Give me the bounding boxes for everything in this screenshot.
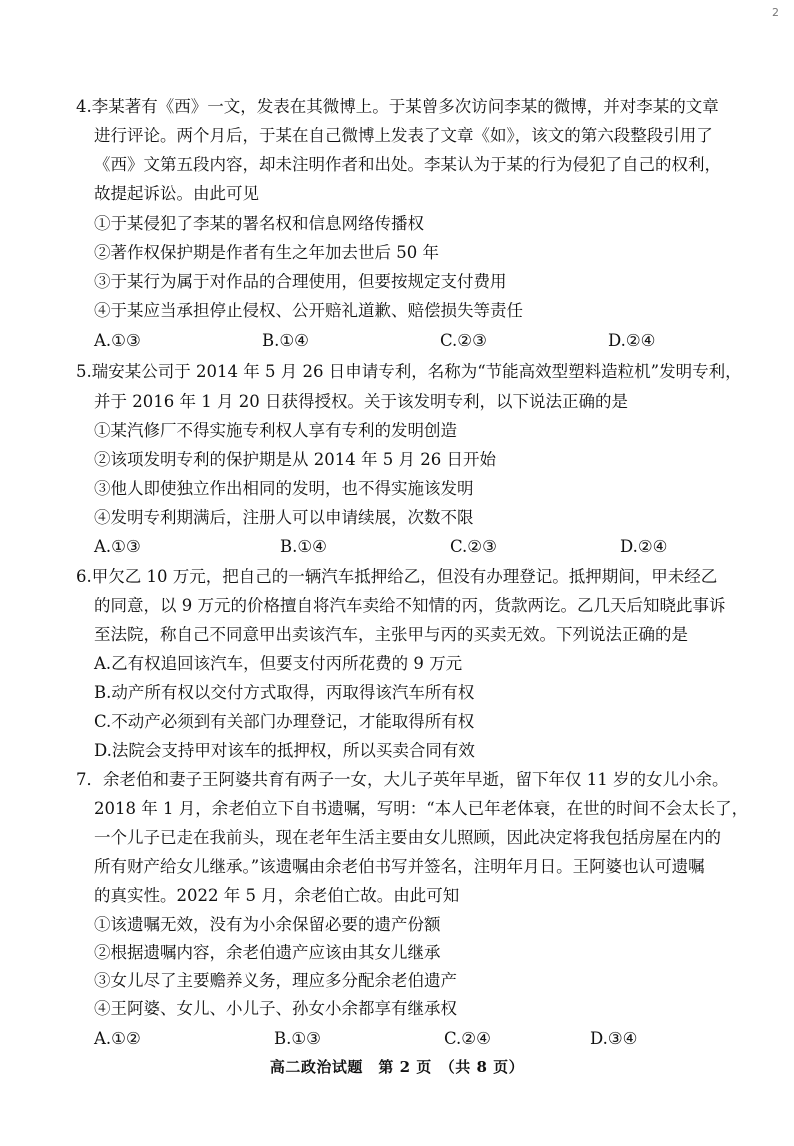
question-7-stem-line: 所有财产给女儿继承。”该遗嘱由余老伯书写并签名，注明年月日。王阿婆也认可遗嘱 (94, 857, 705, 876)
question-6-option-a[interactable]: A.乙有权追回该汽车，但要支付丙所花费的 9 万元 (94, 654, 463, 673)
question-5-option-c[interactable]: C.②③ (450, 537, 497, 556)
question-7-statement: ①该遗嘱无效，没有为小余保留必要的遗产份额 (94, 915, 441, 934)
question-4-stem-line: 故提起诉讼。由此可见 (94, 184, 259, 203)
question-7-stem-line: 一个儿子已走在我前头，现在老年生活主要由女儿照顾，因此决定将我包括房屋在内的 (94, 828, 721, 847)
page-mark: 2 (772, 6, 779, 19)
question-7-option-d[interactable]: D.③④ (590, 1029, 638, 1048)
question-7-option-c[interactable]: C.②④ (444, 1029, 491, 1048)
question-4-stem-line: 进行评论。两个月后，于某在自己微博上发表了文章《如》，该文的第六段整段引用了 (94, 126, 713, 145)
question-5-statement: ④发明专利期满后，注册人可以申请续展，次数不限 (94, 508, 474, 527)
question-7-option-a[interactable]: A.①② (94, 1029, 141, 1048)
question-5-option-d[interactable]: D.②④ (620, 537, 668, 556)
question-5-option-b[interactable]: B.①④ (280, 537, 327, 556)
question-7-stem-line: 7．余老伯和妻子王阿婆共育有两子一女，大儿子英年早逝，留下年仅 11 岁的女儿小余。 (76, 770, 729, 789)
question-5-statement: ②该项发明专利的保护期是从 2014 年 5 月 26 日开始 (94, 450, 496, 469)
question-6-stem-line: 6.甲欠乙 10 万元，把自己的一辆汽车抵押给乙，但没有办理登记。抵押期间，甲未经乙 (76, 567, 718, 586)
question-4-statement: ④于某应当承担停止侵权、公开赔礼道歉、赔偿损失等责任 (94, 301, 523, 320)
question-6-option-d[interactable]: D.法院会支持甲对该车的抵押权，所以买卖合同有效 (94, 741, 475, 760)
question-5-statement: ③他人即使独立作出相同的发明，也不得实施该发明 (94, 479, 474, 498)
question-6-stem-line: 的同意，以 9 万元的价格擅自将汽车卖给不知情的丙，货款两讫。乙几天后知晓此事诉 (94, 596, 726, 615)
question-4-statement: ②著作权保护期是作者有生之年加去世后 50 年 (94, 243, 439, 262)
question-4-stem-line: 4.李某著有《西》一文，发表在其微博上。于某曾多次访问李某的微博，并对李某的文章 (76, 97, 719, 116)
question-5-option-a[interactable]: A.①③ (94, 537, 141, 556)
question-4-stem-line: 《西》文第五段内容，却未注明作者和出处。李某认为于某的行为侵犯了自己的权利， (94, 155, 721, 174)
question-6-stem-line: 至法院，称自己不同意甲出卖该汽车，主张甲与丙的买卖无效。下列说法正确的是 (94, 625, 688, 644)
page-footer: 高二政治试题 第 2 页 （共 8 页） (269, 1058, 525, 1076)
question-5-statement: ①某汽修厂不得实施专利权人享有专利的发明创造 (94, 421, 457, 440)
question-7-stem-line: 的真实性。2022 年 5 月，余老伯亡故。由此可知 (94, 886, 460, 905)
question-6-option-c[interactable]: C.不动产必须到有关部门办理登记，才能取得所有权 (94, 712, 475, 731)
question-6-option-b[interactable]: B.动产所有权以交付方式取得，丙取得该汽车所有权 (94, 683, 475, 702)
question-4-option-b[interactable]: B.①④ (262, 331, 309, 350)
question-7-statement: ②根据遗嘱内容，余老伯遗产应该由其女儿继承 (94, 943, 441, 962)
question-7-statement: ③女儿尽了主要赡养义务，理应多分配余老伯遗产 (94, 971, 457, 990)
question-7-stem-line: 2018 年 1 月，余老伯立下自书遗嘱，写明：“本人已年老体衰，在世的时间不会太长了， (94, 799, 749, 818)
question-4-option-d[interactable]: D.②④ (608, 331, 656, 350)
question-4-statement: ①于某侵犯了李某的署名权和信息网络传播权 (94, 214, 424, 233)
question-4-statement: ③于某行为属于对作品的合理使用，但要按规定支付费用 (94, 272, 507, 291)
question-7-option-b[interactable]: B.①③ (274, 1029, 321, 1048)
question-4-option-c[interactable]: C.②③ (440, 331, 487, 350)
question-5-stem-line: 5.瑞安某公司于 2014 年 5 月 26 日申请专利，名称为“节能高效型塑料造粒机”发明专利， (76, 362, 742, 381)
question-5-stem-line: 并于 2016 年 1 月 20 日获得授权。关于该发明专利，以下说法正确的是 (94, 392, 628, 411)
question-7-statement: ④王阿婆、女儿、小儿子、孙女小余都享有继承权 (94, 999, 457, 1018)
question-4-option-a[interactable]: A.①③ (94, 331, 141, 350)
